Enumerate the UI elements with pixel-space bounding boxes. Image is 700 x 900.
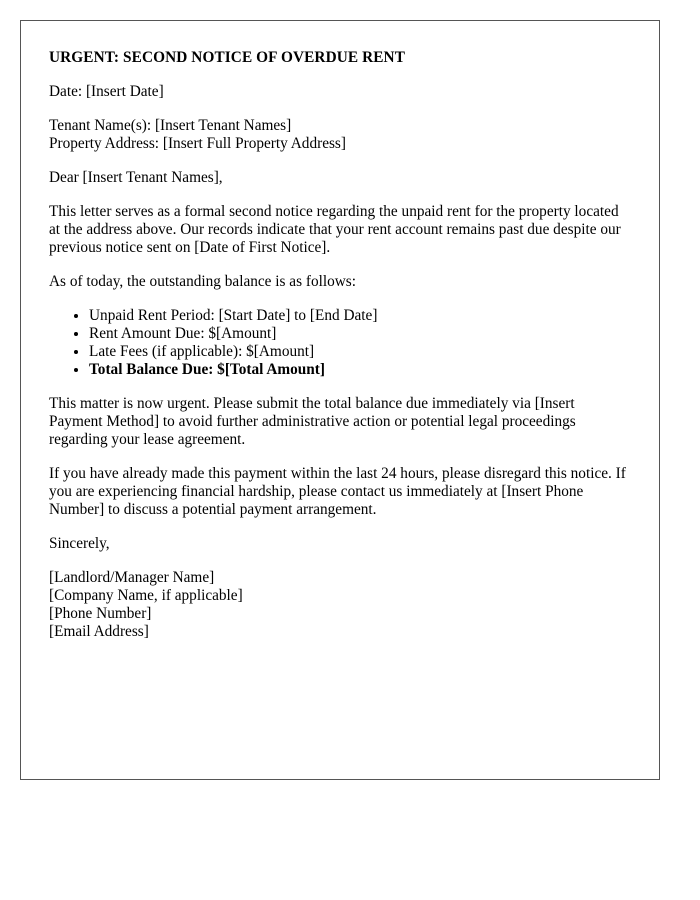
letter-page: [20, 20, 660, 780]
property-address-line: Property Address: [Insert Full Property Address]: [49, 135, 346, 152]
signature-phone: [Phone Number]: [49, 605, 152, 622]
closing: Sincerely,: [49, 535, 110, 552]
balance-list: [49, 307, 631, 379]
tenant-info: [49, 117, 631, 153]
paragraph-urgent: This matter is now urgent. Please submit the total balance due immediately via [Insert Payment Method] to avoid further administrative action or potential legal proceedings regarding your lease agreement.: [49, 395, 576, 448]
date-line: Date: [Insert Date]: [49, 83, 164, 100]
signature-email: [Email Address]: [49, 623, 149, 640]
balance-item-late-fees: • Late Fees (if applicable): $[Amount]: [89, 343, 631, 361]
signature-company: [Company Name, if applicable]: [49, 587, 243, 604]
balance-item-total: • Total Balance Due: $[Total Amount]: [89, 361, 631, 379]
balance-item-period: • Unpaid Rent Period: [Start Date] to [End Date]: [89, 307, 631, 325]
tenant-name-line: Tenant Name(s): [Insert Tenant Names]: [49, 117, 292, 134]
paragraph-formal-notice: This letter serves as a formal second notice regarding the unpaid rent for the property located at the address above. Our records indicate that your rent account remains past due despite our previous notice sent on [Date of First Notice].: [49, 203, 621, 256]
paragraph-balance-intro: As of today, the outstanding balance is as follows:: [49, 273, 357, 290]
letter-title: URGENT: SECOND NOTICE OF OVERDUE RENT: [49, 49, 405, 66]
signature-block: [49, 569, 631, 641]
paragraph-hardship: If you have already made this payment within the last 24 hours, please disregard this notice. If you are experiencing financial hardship, please contact us immediately at [Insert Phone Number] to discuss a potential payment arrangement.: [49, 465, 626, 518]
salutation: Dear [Insert Tenant Names],: [49, 169, 223, 186]
signature-name: [Landlord/Manager Name]: [49, 569, 215, 586]
balance-item-rent: • Rent Amount Due: $[Amount]: [89, 325, 631, 343]
